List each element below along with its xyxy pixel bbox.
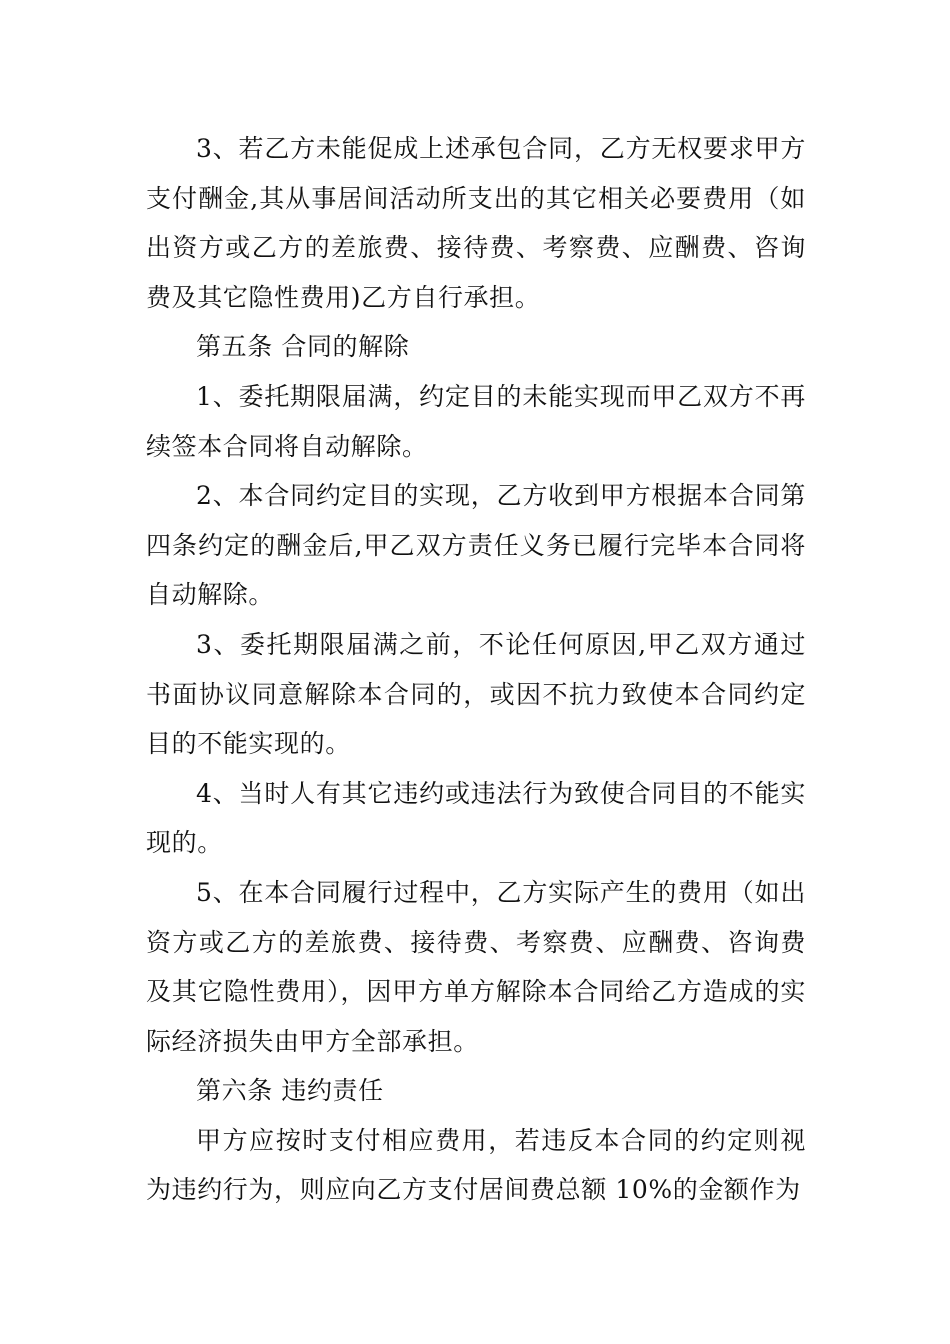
document-body — [146, 124, 806, 1215]
clause-5-item-3: 3、委托期限届满之前，不论任何原因,甲乙双方通过书面协议同意解除本合同的，或因不抗力致使本合同约定目的不能实现的。 — [146, 629, 806, 759]
clause-5-item-1: 1、委托期限届满，约定目的未能实现而甲乙双方不再续签本合同将自动解除。 — [146, 381, 806, 461]
clause-5-item-2: 2、本合同约定目的实现，乙方收到甲方根据本合同第四条约定的酬金后,甲乙双方责任义务已履行完毕本合同将自动解除。 — [146, 481, 806, 610]
clause-5-item-4: 4、当时人有其它违约或违法行为致使合同目的不能实现的。 — [146, 778, 806, 858]
article-6-heading: 第六条 违约责任 — [196, 1076, 384, 1106]
clause-4-item-3: 3、若乙方未能促成上述承包合同，乙方无权要求甲方支付酬金,其从事居间活动所支出的其它相关必要费用（如出资方或乙方的差旅费、接待费、考察费、应酬费、咨询费及其它隐性费用)乙方自行承担。 — [146, 134, 806, 312]
clause-5-item-5: 5、在本合同履行过程中，乙方实际产生的费用（如出资方或乙方的差旅费、接待费、考察费、应酬费、咨询费及其它隐性费用），因甲方单方解除本合同给乙方造成的实际经济损失由甲方全部承担。 — [146, 877, 806, 1056]
clause-6-paragraph: 甲方应按时支付相应费用，若违反本合同的约定则视为违约行为，则应向乙方支付居间费总额 10%的金额作为 — [146, 1125, 806, 1205]
article-5-heading: 第五条 合同的解除 — [196, 332, 410, 362]
